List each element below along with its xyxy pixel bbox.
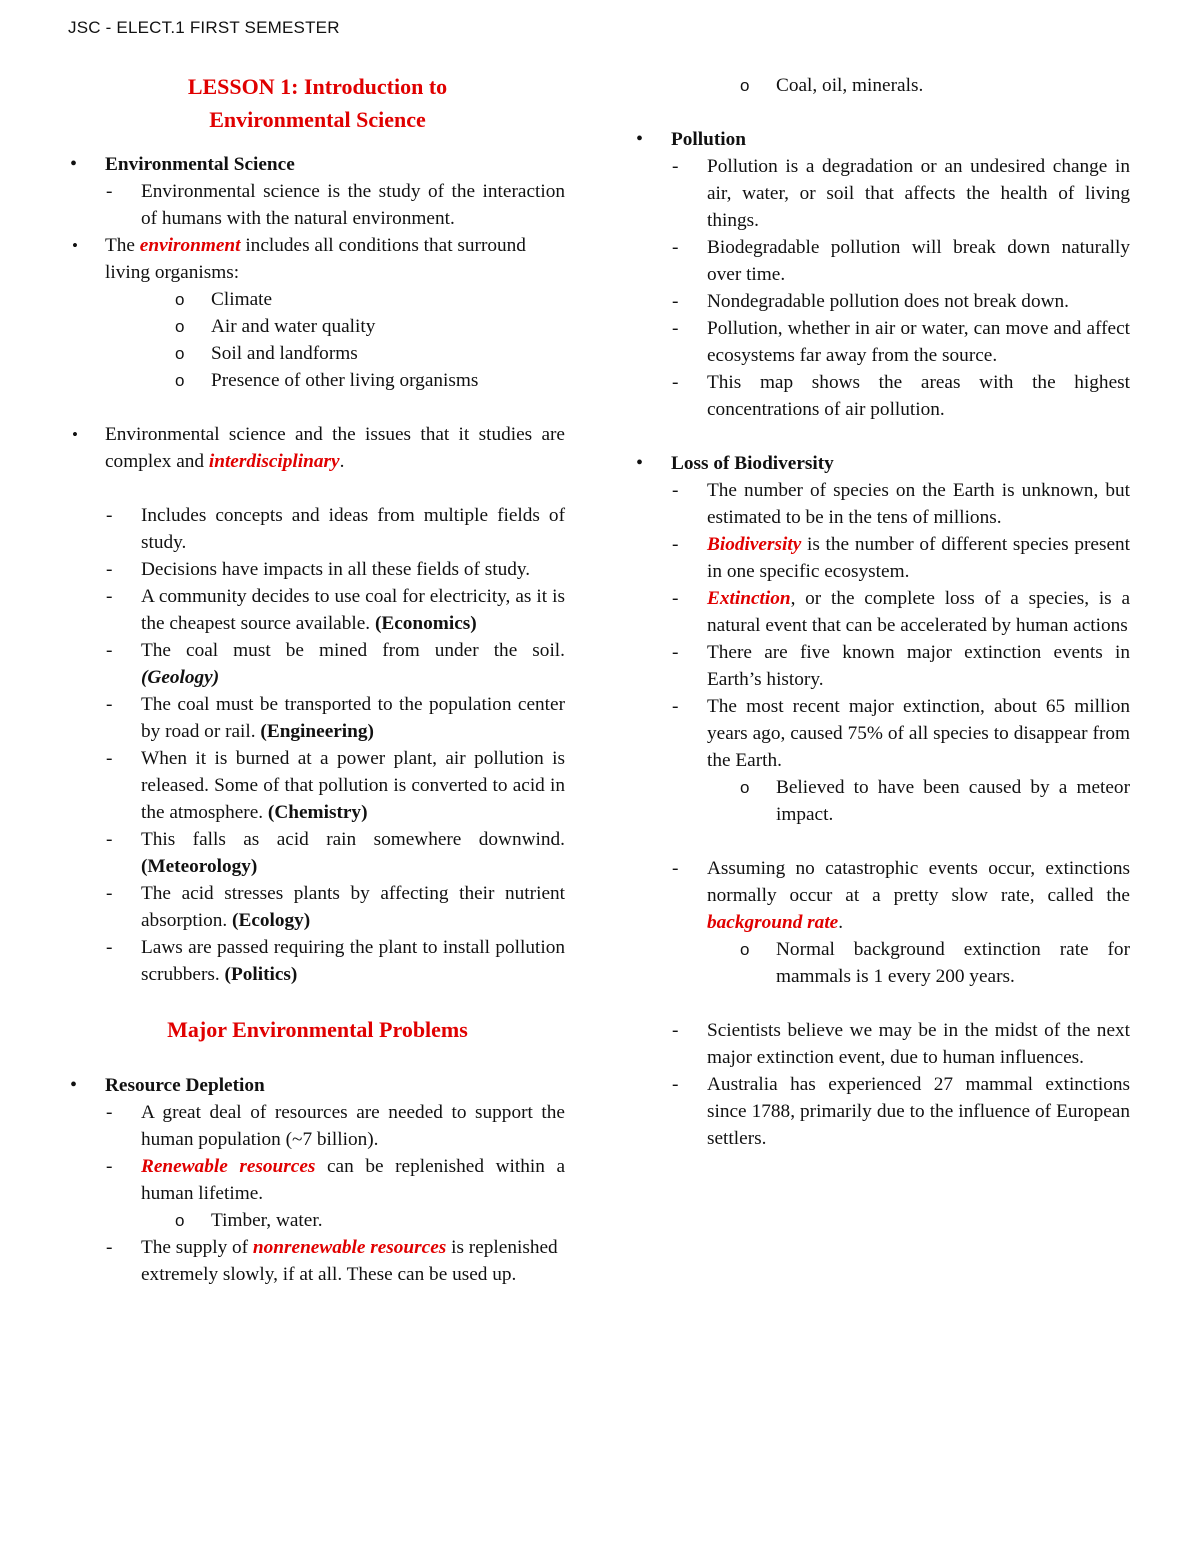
sub-item: o Soil and landforms [175,343,358,364]
dash-item: - A great deal of resources are needed to support the human population (~7 billion). [106,1102,565,1150]
dash-item: - Laws are passed requiring the plant to install pollution scrubbers. (Politics) [106,937,565,985]
dash-item: - The coal must be transported to the population center by road or rail. (Engineering) [106,694,565,742]
dash-item: - Biodiversity is the number of different species present in one specific ecosystem. [672,534,1130,582]
bullet-pollution: • Pollution [636,128,746,150]
sub-item: o Normal background extinction rate for mammals is 1 every 200 years. [740,939,1130,987]
dash-item: - Includes concepts and ideas from multiple fields of study. [106,505,565,553]
sub-item: o Believed to have been caused by a meteor impact. [740,777,1130,825]
dash-item: - Renewable resources can be replenished within a human lifetime. [106,1156,565,1204]
dash-item: - The most recent major extinction, about 65 million years ago, caused 75% of all species to disappear from the Earth. [672,696,1130,771]
dash-item: - Pollution, whether in air or water, can move and affect ecosystems far away from the source. [672,318,1130,366]
right-column [636,72,1130,1152]
dash-item: - The acid stresses plants by affecting their nutrient absorption. (Ecology) [106,883,565,931]
dash-item: - The coal must be mined from under the soil. (Geology) [106,640,565,688]
dash-item: - Decisions have impacts in all these fields of study. [106,559,531,580]
sub-item: o Coal, oil, minerals. [740,75,924,96]
bullet-resource-depletion: • Resource Depletion [70,1074,265,1096]
dash-item: - There are five known major extinction events in Earth’s history. [672,642,1130,690]
section-title-major-problems: Major Environmental Problems [167,1017,468,1042]
bullet-interdisciplinary: • Environmental science and the issues that it studies are complex and interdisciplinary. [72,424,565,472]
sub-item: o Climate [175,289,273,310]
dash-item: - Australia has experienced 27 mammal extinctions since 1788, primarily due to the influence of European settlers. [672,1074,1130,1149]
dash-item: - The supply of nonrenewable resources is replenished extremely slowly, if at all. These can be used up. [106,1237,558,1285]
sub-item: o Air and water quality [175,316,376,337]
dash-item: - Pollution is a degradation or an undesired change in air, water, or soil that affects the health of living things. [672,156,1130,231]
page-header: JSC - ELECT.1 FIRST SEMESTER [68,18,340,37]
left-column [70,70,565,1288]
dash-item: - Environmental science is the study of the interaction of humans with the natural environment. [106,181,565,229]
bullet-loss-of-biodiversity: • Loss of Biodiversity [636,452,834,474]
bullet-environmental-science: • Environmental Science [70,153,295,175]
dash-item: - The number of species on the Earth is unknown, but estimated to be in the tens of millions. [672,480,1130,528]
dash-item: - Scientists believe we may be in the midst of the next major extinction event, due to human influences. [672,1020,1130,1068]
dash-item: - Assuming no catastrophic events occur, extinctions normally occur at a pretty slow rate, called the background rate. [672,858,1130,933]
dash-item: - Nondegradable pollution does not break down. [672,291,1069,312]
dash-item: - Extinction, or the complete loss of a species, is a natural event that can be accelerated by human actions [672,588,1130,636]
dash-item: - A community decides to use coal for electricity, as it is the cheapest source available. (Economics) [106,586,565,634]
bullet-environment: • The environment includes all conditions that surround living organisms: [72,235,526,283]
sub-item: o Timber, water. [175,1210,323,1231]
dash-item: - This map shows the areas with the highest concentrations of air pollution. [672,372,1130,420]
sub-item: o Presence of other living organisms [175,370,479,391]
dash-item: - Biodegradable pollution will break down naturally over time. [672,237,1130,285]
lesson-title: LESSON 1: Introduction to Environmental Science [187,74,448,132]
dash-item: - This falls as acid rain somewhere downwind. (Meteorology) [106,829,565,877]
dash-item: - When it is burned at a power plant, air pollution is released. Some of that pollution is converted to acid in the atmosphere. (Chemistry) [106,748,565,823]
